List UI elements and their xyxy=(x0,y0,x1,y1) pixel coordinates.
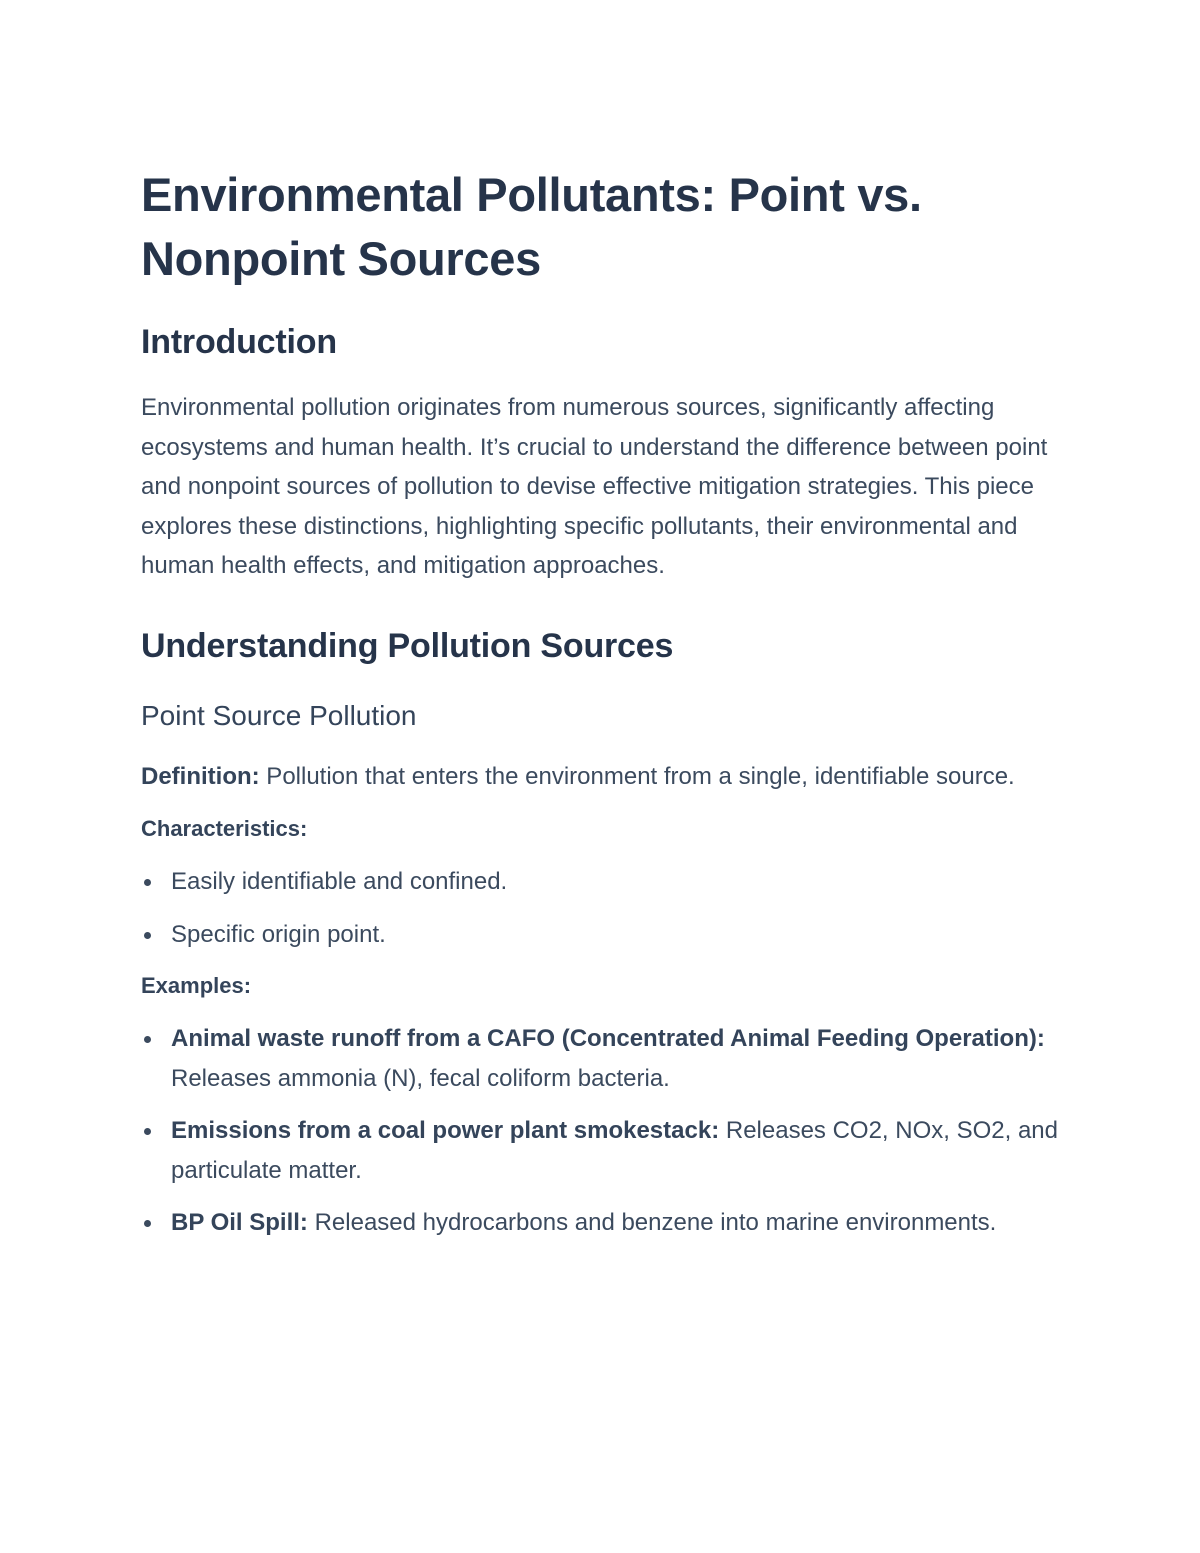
bullet-icon xyxy=(144,1128,151,1135)
list-item xyxy=(141,915,1061,955)
characteristic-text: Easily identifiable and confined. xyxy=(171,868,508,895)
point-source-heading: Point Source Pollution xyxy=(141,699,417,731)
example-text: Releases ammonia (N), fecal coliform bacteria. xyxy=(171,1064,670,1092)
understanding-sources-heading: Understanding Pollution Sources xyxy=(141,626,674,665)
example-label: BP Oil Spill: xyxy=(171,1209,308,1236)
list-item xyxy=(141,1203,1061,1243)
introduction-paragraph: Environmental pollution originates from numerous sources, significantly affecting ecosystems and human health. It’s crucial to understand the difference between point and nonpoint sources of pollution to devise effective mitigation strategies. This piece explores these distinctions, highlighting specific pollutants, their environmental and human health effects, and mitigation approaches. xyxy=(141,394,1048,579)
document-title: Environmental Pollutants: Point vs. Nonpoint Sources xyxy=(141,168,922,285)
bullet-icon xyxy=(144,1220,151,1227)
example-label: Animal waste runoff from a CAFO (Concentrated Animal Feeding Operation): xyxy=(171,1025,1045,1052)
definition-paragraph xyxy=(141,757,1061,797)
example-text: Releases CO2, NOx, SO2, and particulate matter. xyxy=(171,1117,1058,1184)
bullet-icon xyxy=(144,879,151,886)
example-text: Released hydrocarbons and benzene into marine environments. xyxy=(307,1209,997,1236)
bullet-icon xyxy=(144,1036,151,1043)
characteristics-label: Characteristics: xyxy=(141,816,308,841)
examples-label: Examples: xyxy=(141,973,252,998)
bullet-icon xyxy=(144,932,151,939)
list-item xyxy=(141,862,1061,902)
characteristic-text: Specific origin point. xyxy=(171,920,386,948)
characteristics-list xyxy=(141,862,1061,954)
examples-list xyxy=(141,1019,1061,1243)
list-item xyxy=(141,1019,1061,1098)
document-page xyxy=(141,163,1061,1256)
definition-label: Definition: xyxy=(141,762,260,790)
definition-text: Pollution that enters the environment from a single, identifiable source. xyxy=(259,762,1015,790)
list-item xyxy=(141,1111,1061,1190)
example-label: Emissions from a coal power plant smokestack: xyxy=(171,1117,720,1144)
introduction-heading: Introduction xyxy=(141,323,337,361)
